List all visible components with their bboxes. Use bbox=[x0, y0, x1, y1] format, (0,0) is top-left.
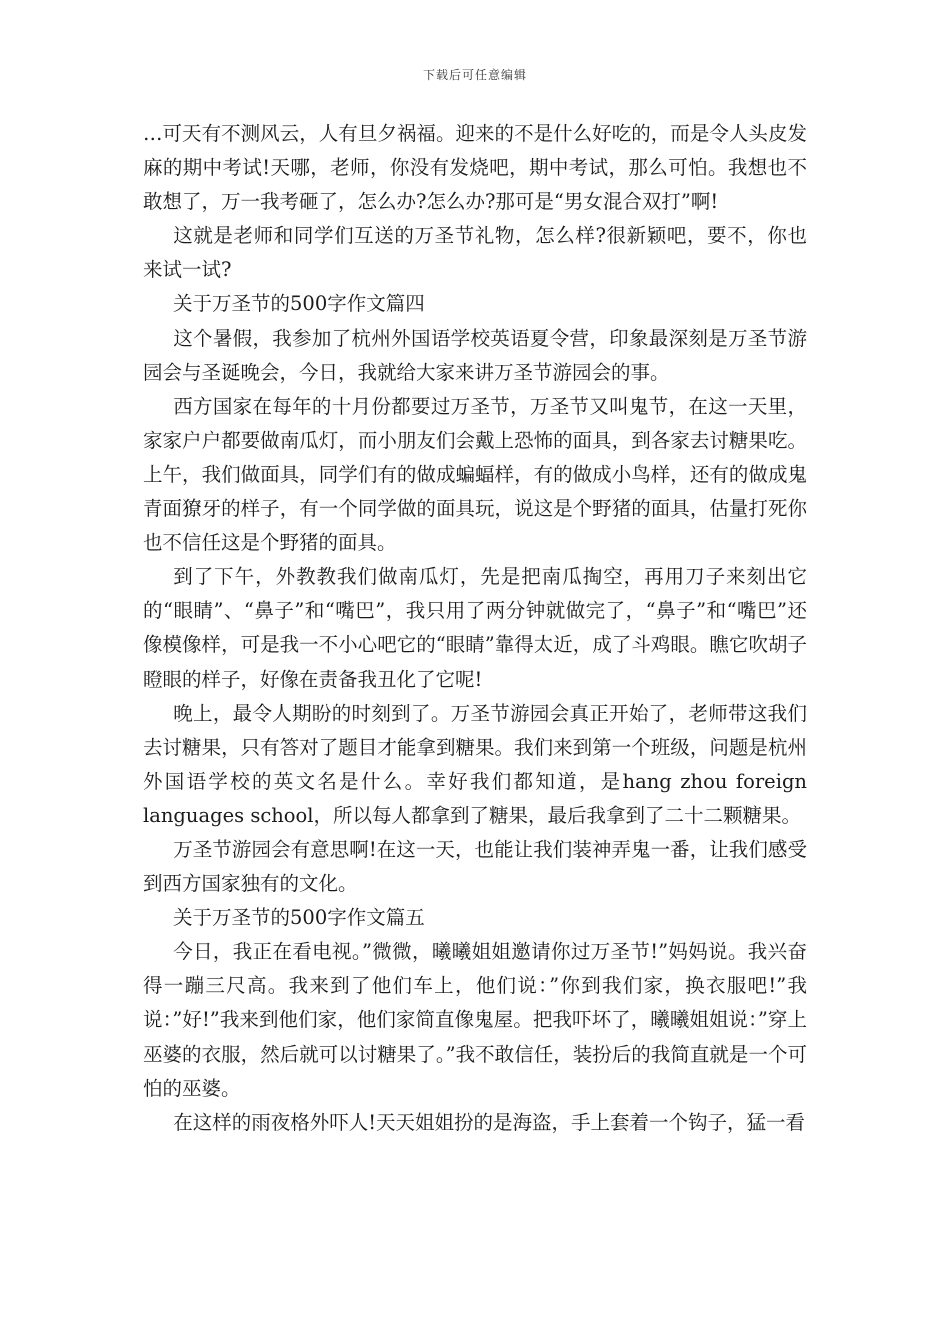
paragraph: 今日，我正在看电视。”微微，曦曦姐姐邀请你过万圣节!”妈妈说。我兴奋得一蹦三尺高。我来到了他们车上，他们说：”你到我们家，换衣服吧!”我说：”好!”我来到他们家，他们家简直像鬼屋。把我吓坏了，曦曦姐姐说：”穿上巫婆的衣服，然后就可以讨糖果了。”我不敢信任，装扮后的我简直就是一个可怕的巫婆。 bbox=[143, 940, 807, 1100]
paragraph: 西方国家在每年的十月份都要过万圣节，万圣节又叫鬼节，在这一天里，家家户户都要做南瓜灯，而小朋友们会戴上恐怖的面具，到各家去讨糖果吃。上午，我们做面具，同学们有的做成蝙蝠样，有的做成小鸟样，还有的做成鬼青面獠牙的样子，有一个同学做的面具玩，说这是个野猪的面具，估量打死你也不信任这是个野猪的面具。 bbox=[143, 394, 807, 555]
section-title: 关于万圣节的500字作文篇四 bbox=[173, 292, 425, 316]
paragraph: 这就是老师和同学们互送的万圣节礼物，怎么样?很新颖吧，要不，你也来试一试? bbox=[143, 224, 807, 282]
paragraph: 在这样的雨夜格外吓人!天天姐姐扮的是海盗，手上套着一个钩子，猛一看 bbox=[173, 1110, 806, 1134]
paragraph: …可天有不测风云，人有旦夕祸福。迎来的不是什么好吃的，而是令人头皮发麻的期中考试!天哪，老师，你没有发烧吧，期中考试，那么可怕。我想也不敢想了，万一我考砸了，怎么办?怎么办?那可是“男女混合双打”啊! bbox=[143, 122, 807, 214]
paragraph: 万圣节游园会有意思啊!在这一天，也能让我们装神弄鬼一番，让我们感受到西方国家独有的文化。 bbox=[143, 837, 807, 896]
paragraph: 这个暑假，我参加了杭州外国语学校英语夏令营，印象最深刻是万圣节游园会与圣诞晚会，今日，我就给大家来讲万圣节游园会的事。 bbox=[143, 326, 807, 384]
document-body bbox=[143, 117, 807, 1140]
section-title: 关于万圣节的500字作文篇五 bbox=[173, 906, 425, 930]
paragraph: 晚上，最令人期盼的时刻到了。万圣节游园会真正开始了，老师带这我们去讨糖果，只有答对了题目才能拿到糖果。我们来到第一个班级，问题是杭州外国语学校的英文名是什么。幸好我们都知道，是hang zhou foreign languages school，所以每人都拿到了糖果，最后我拿到了二十二颗糖果。 bbox=[143, 701, 807, 827]
paragraph: 到了下午，外教教我们做南瓜灯，先是把南瓜掏空，再用刀子来刻出它的“眼睛”、“鼻子”和“嘴巴”，我只用了两分钟就做完了，“鼻子”和“嘴巴”还像模像样，可是我一不小心吧它的“眼睛”靠得太近，成了斗鸡眼。瞧它吹胡子瞪眼的样子，好像在责备我丑化了它呢! bbox=[143, 565, 807, 691]
page-header: 下载后可任意编辑 bbox=[422, 68, 527, 82]
